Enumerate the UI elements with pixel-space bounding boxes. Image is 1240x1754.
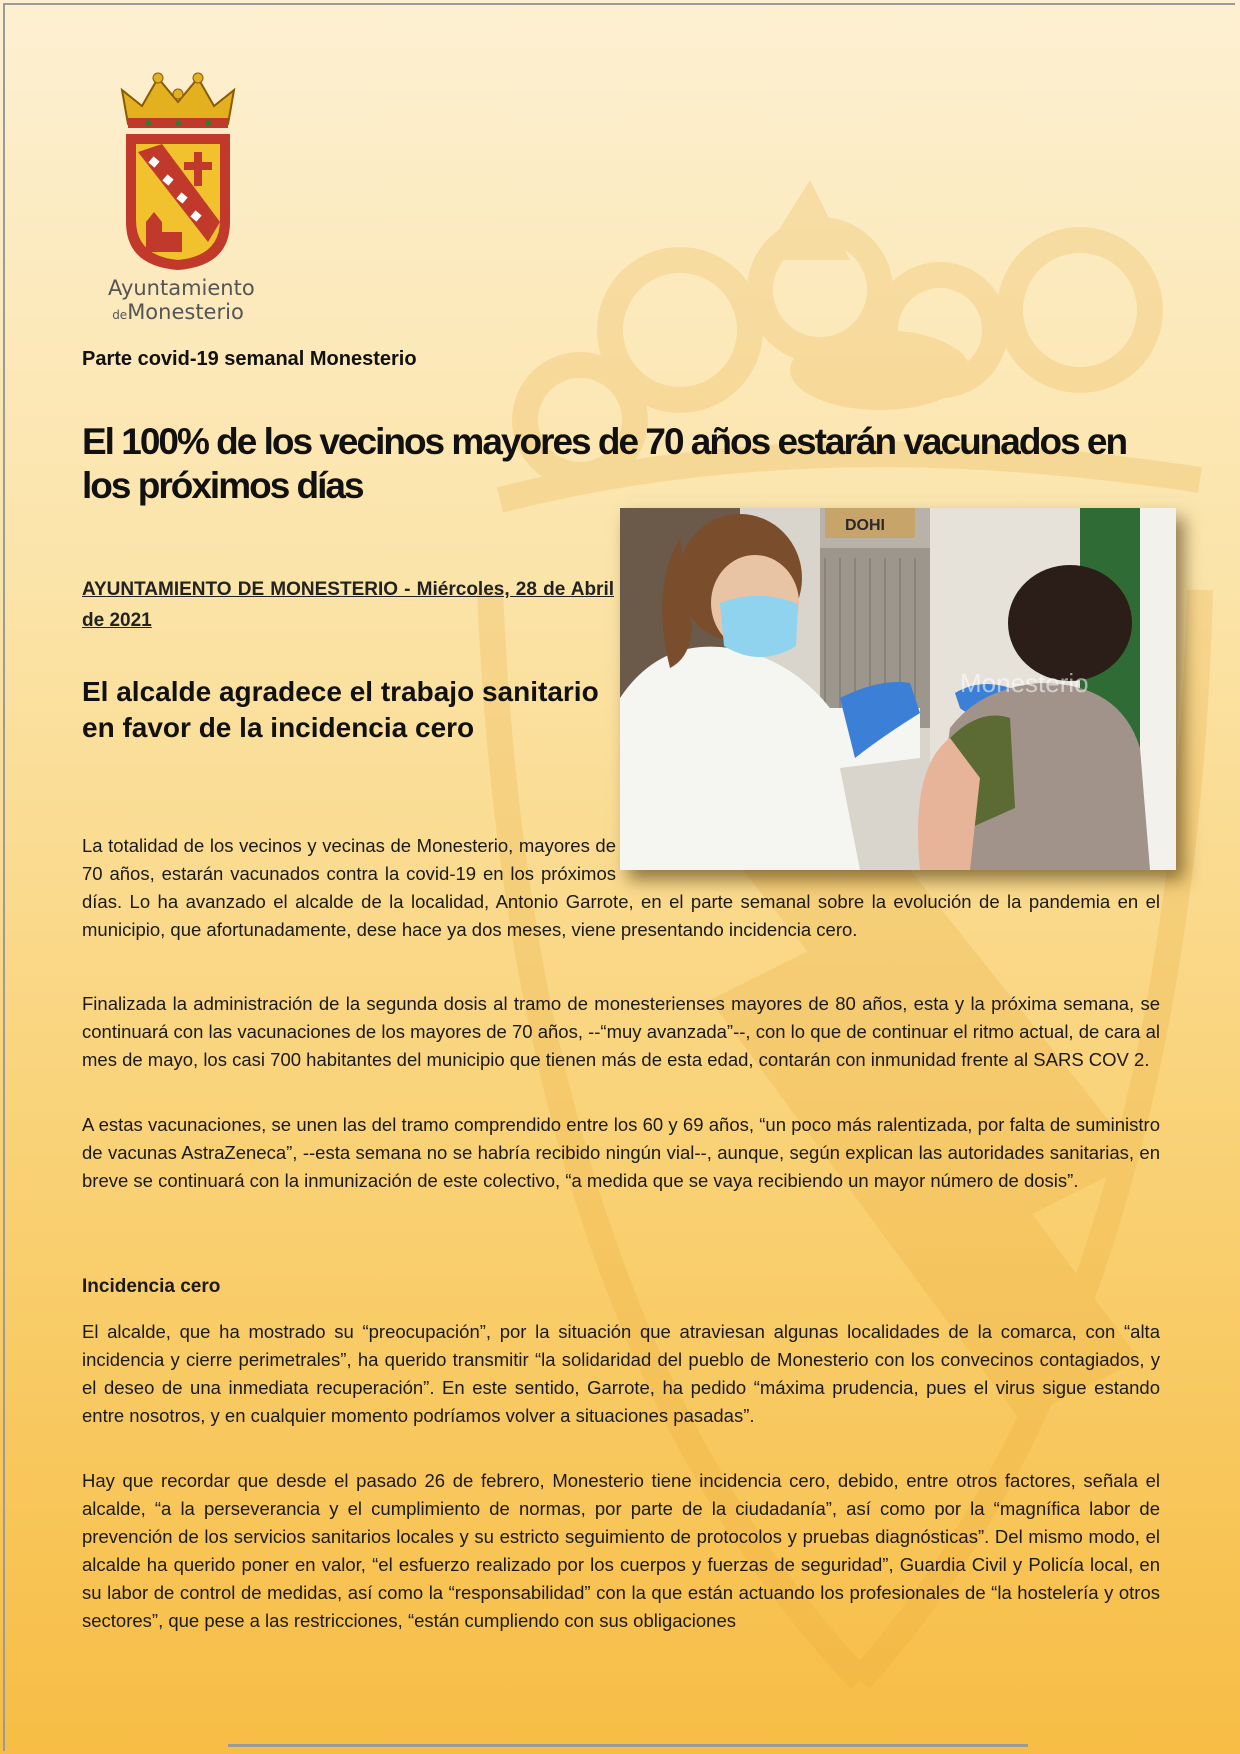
section-heading: Incidencia cero	[82, 1276, 221, 1297]
logo-line2-name: Monesterio	[127, 300, 244, 324]
photo-watermark: Monesterio	[960, 668, 1089, 698]
vaccination-photo	[620, 508, 1176, 870]
paragraph-4: El alcalde, que ha mostrado su “preocupación”, por la situación que atraviesan algunas localidades de la comarca, con “alta incidencia y cierre perimetrales”, ha querido transmitir “la solidaridad del pueblo de Monesterio con los convecinos contagiados, y el deseo de una inmediata recuperación”. En este sentido, Garrote, ha pedido “máxima prudencia, pues el virus sigue estando entre nosotros, y en cualquier momento podríamos volver a situaciones pasadas”.	[82, 1321, 1160, 1426]
kicker: Parte covid-19 semanal Monesterio	[82, 348, 417, 370]
paragraph-1: La totalidad de los vecinos y vecinas de Monesterio, mayores de 70 años, estarán vacunados contra la covid-19 en los próximos días. Lo ha avanzado el alcalde de la localidad, Antonio Garrote, en el parte semanal sobre la evolución de la pandemia en el municipio, que afortunadamente, dese hace ya dos meses, viene presentando incidencia cero.	[82, 835, 1160, 940]
logo-caption	[108, 276, 255, 327]
coat-of-arms-icon	[108, 72, 248, 272]
paragraph-3: A estas vacunaciones, se unen las del tramo comprendido entre los 60 y 69 años, “un poco más ralentizada, por falta de suministro de vacunas AstraZeneca”, --esta semana no se habría recibido ningún vial--, aunque, según explican las autoridades sanitarias, en breve se continuará con la inmunización de este colectivo, “a medida que se vaya recibiendo un mayor número de dosis”.	[82, 1114, 1160, 1191]
logo-line2-prefix: de	[112, 308, 128, 322]
paragraph-2: Finalizada la administración de la segunda dosis al tramo de monesterienses mayores de 80 años, esta y la próxima semana, se continuará con las vacunaciones de los mayores de 70 años, --“muy avanzada”--, con lo que de continuar el ritmo actual, de cara al mes de mayo, los casi 700 habitantes del municipio que tienen más de esta edad, contarán con inmunidad frente al SARS COV 2.	[82, 993, 1160, 1070]
byline: AYUNTAMIENTO DE MONESTERIO - Miércoles, 28 de Abril de 2021	[82, 579, 614, 631]
footer-rule	[228, 1744, 1028, 1747]
photo-sign-text: DOHI	[845, 517, 885, 534]
municipality-logo	[108, 72, 255, 327]
lead-paragraph-wrap	[82, 832, 1160, 944]
vaccination-photo-image	[620, 508, 1176, 870]
subheadline: El alcalde agradece el trabajo sanitario en favor de la incidencia cero	[82, 676, 599, 743]
logo-line1: Ayuntamiento	[108, 276, 255, 300]
paragraph-5: Hay que recordar que desde el pasado 26 de febrero, Monesterio tiene incidencia cero, debido, entre otros factores, señala el alcalde, “a la perseverancia y el cumplimiento de normas, por parte de la ciudadanía”, así como por la “magnífica labor de prevención de los servicios sanitarios locales y su estricto seguimiento de protocolos y pruebas diagnósticas”. Del mismo modo, el alcalde ha querido poner en valor, “el esfuerzo realizado por los cuerpos y fuerzas de seguridad”, Guardia Civil y Policía local, en su labor de control de medidas, así como la “responsabilidad” con la que están actuando los profesionales de “la hostelería y otros sectores”, que pese a las restricciones, “están cumpliendo con sus obligaciones	[82, 1470, 1160, 1631]
photo-float-spacer	[616, 832, 1160, 874]
logo-line2	[108, 300, 248, 327]
headline: El 100% de los vecinos mayores de 70 años estarán vacunados en los próximos días	[82, 421, 1127, 506]
